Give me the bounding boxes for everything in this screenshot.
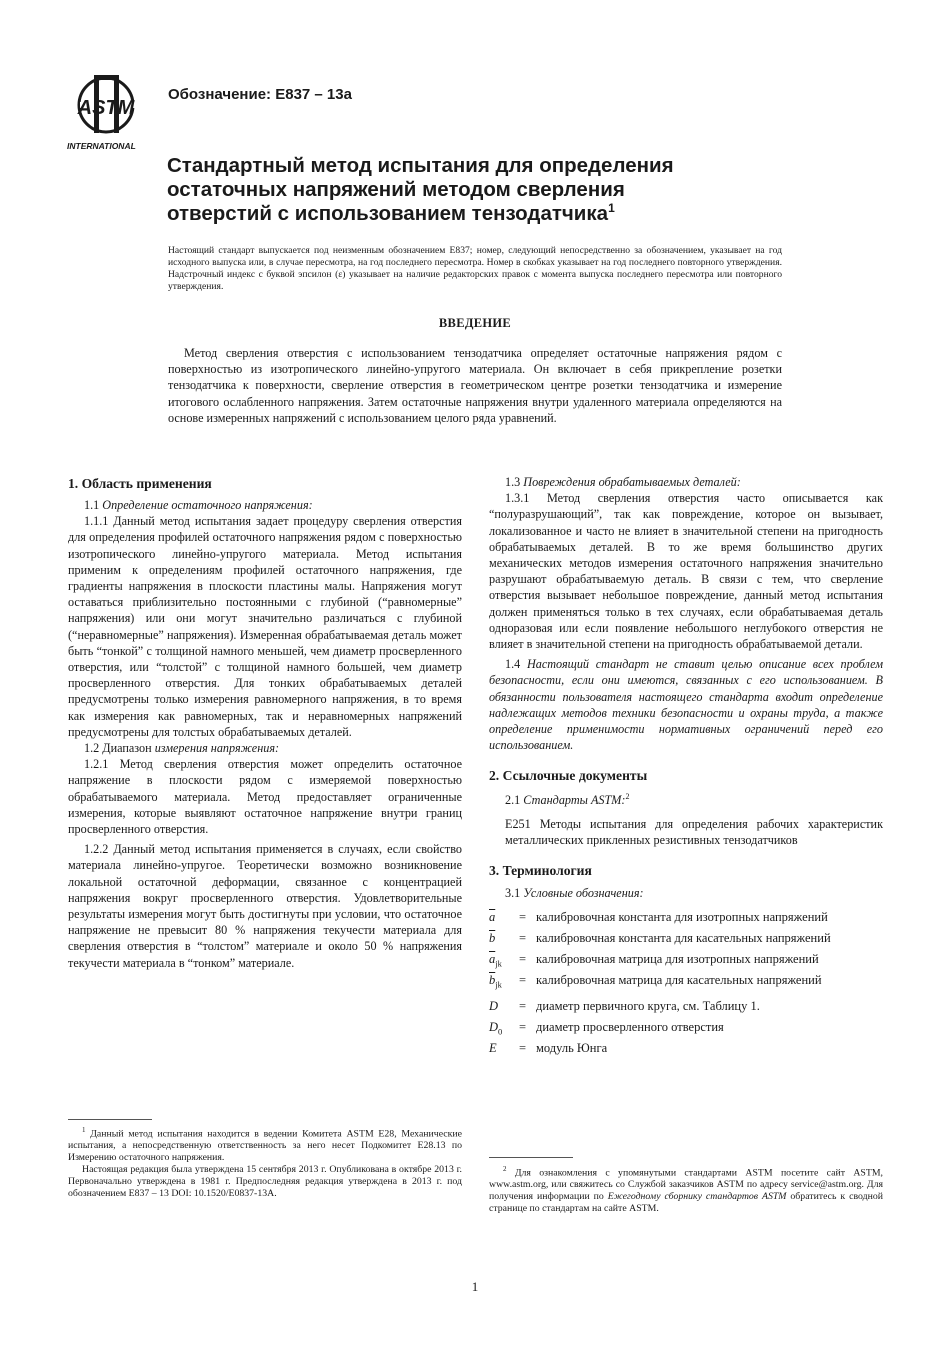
footnote-1 <box>68 1124 462 1200</box>
clause-1-3-1: 1.3.1 Метод сверления отверстия часто описывается как “полуразрушающий”, так как повреждение, которое он вызывает, локализованное и часто не влияет в значительной степени на пригодность обрабатываемых деталей. В то же время большинство других механических методов измерения остаточного напряжения значительно разрушают обрабатываемую деталь. В связи с тем, что сверление отверстия вызывает небольшое повреждение, данный метод испытания должен применяться только в тех случаях, если обрабатываемая деталь одноразовая или если появление небольшого неглубокого отверстия не влияет в значительной степени на пригодность обрабатываемой детали. <box>489 491 883 652</box>
symbol-row <box>489 996 883 1017</box>
clause-2-1-num: 2.1 <box>505 793 521 808</box>
clause-2-1 <box>489 789 883 808</box>
symbol-definition: калибровочная матрица для изотропных напряжений <box>536 952 819 967</box>
clause-1-1 <box>68 497 462 513</box>
symbol-equals: = <box>519 1020 527 1035</box>
footnote-2-b: обратитесь к сводной странице по стандартам на сайте ASTM. <box>489 1191 883 1215</box>
symbol-subscript: jk <box>495 958 502 969</box>
symbol: D <box>489 1020 499 1035</box>
symbol-definition: диаметр первичного круга, см. Таблицу 1. <box>536 999 760 1014</box>
introduction-body <box>168 345 782 426</box>
title-line-1: Стандартный метод испытания для определения <box>167 154 674 177</box>
clause-1-2-title: измерения напряжения: <box>154 741 280 756</box>
document-title <box>167 154 807 226</box>
clause-1-3-title: Повреждения обрабатываемых деталей: <box>523 475 741 489</box>
designation: Обозначение: E837 – 13a <box>168 86 352 103</box>
symbol: $\overline{b}$ <box>489 973 496 988</box>
symbol-wrap <box>489 970 502 996</box>
symbol-row <box>489 907 883 928</box>
astm-logo-graphic <box>66 72 160 152</box>
symbol-equals: = <box>519 931 527 946</box>
symbol-equals: = <box>519 1041 527 1056</box>
footnote-1-mark: 1 <box>82 1126 86 1134</box>
clause-3-1 <box>489 885 883 901</box>
symbol-definition: диаметр просверленного отверстия <box>536 1020 724 1035</box>
left-column <box>68 475 462 971</box>
symbol-row <box>489 1038 883 1059</box>
symbol: D <box>489 999 499 1014</box>
symbol-row <box>489 970 883 991</box>
reference-e251 <box>489 816 883 848</box>
clause-1-1-num: 1.1 <box>84 498 100 512</box>
symbol-list <box>489 907 883 1059</box>
clause-2-1-title: Стандарты ASTM: <box>523 793 626 808</box>
section-1-heading: 1. Область применения <box>68 476 212 491</box>
right-column <box>489 474 883 1059</box>
symbol-definition: модуль Юнга <box>536 1041 608 1056</box>
logo-letters: ASTM <box>77 97 135 119</box>
clause-1-2 <box>68 740 462 756</box>
symbol-equals: = <box>519 910 527 925</box>
clause-3-1-title: Условные обозначения: <box>523 886 644 901</box>
section-2-heading: 2. Ссылочные документы <box>489 768 648 784</box>
introduction-heading: ВВЕДЕНИЕ <box>438 316 512 330</box>
page-number: 1 <box>471 1279 479 1294</box>
footnote-2-a: Для ознакомления с упомянутыми стандартами ASTM посетите сайт ASTM, www.astm.org, или свяжитесь со Службой заказчиков ASTM по адресу service@astm.org. Для получения информации по <box>489 1167 883 1203</box>
footnote-2-italic: Ежегодному сборнику стандартов ASTM <box>607 1191 787 1203</box>
symbol-definition: калибровочная константа для изотропных напряжений <box>536 910 828 925</box>
footnote-1-text: Данный метод испытания находится в ведении Комитета ASTM E28, Механические испытания, а непосредственную ответственность за него несет Подкомитет E28.13 по Измерению остаточного напряжения. <box>68 1128 463 1164</box>
clause-1-1-1: 1.1.1 Данный метод испытания задает процедуру сверления отверстия для определения профилей остаточного напряжения рядом с поверхностью изотропического линейно-упругого материала. Метод испытания применим к определениям профилей остаточного напряжения, где градиенты напряжения в плоскости пластины малы. Напряжения могут оставаться приблизительно постоянными с глубиной (“равномерные” напряжения) или они могут значительно различаться с глубиной (“неравномерные” напряжения). Измеренная обрабатываемая деталь может быть “тонкой” с толщиной намного меньшей, чем диаметр просверленного отверстия, или “толстой” с толщиной намного большей, чем диаметр просверленного отверстия. Для тонких обрабатываемых деталей предусмотрены только измерения равномерного напряжения, в то время как измерения как равномерных, так и неравномерных напряжений предусмотрены для толстых обрабатываемых деталей. <box>68 514 462 739</box>
clause-1-3 <box>489 474 883 490</box>
clause-2-1-mark: 2 <box>625 792 630 802</box>
symbol: E <box>489 1041 497 1056</box>
symbol-definition: калибровочная константа для касательных напряжений <box>536 931 831 946</box>
standard-notice: Настоящий стандарт выпускается под неизменным обозначением E837; номер, следующий непосредственно за обозначением, указывает на год исходного выпуска или, в случае пересмотра, на год последнего пересмотра. Номер в скобках указывает на год последнего повторного утверждения. Надстрочный индекс с буквой эпсилон (ε) указывает на наличие редакторских правок с момента выпуска последнего пересмотра или повторного утверждения. <box>168 245 782 292</box>
footnote-2-mark: 2 <box>503 1165 507 1173</box>
symbol: $\overline{b}$ <box>489 931 496 946</box>
footnote-2-text <box>489 1163 883 1215</box>
clause-1-4-text: Настоящий стандарт не ставит целью описание всех проблем безопасности, если они имеются, связанных с его использованием. В обязанности пользователя настоящего стандарта входит определение надлежащих методов техники безопасности и охраны труда, а также определение применимости нормативных ограничений перед его использованием. <box>489 657 883 753</box>
introduction-text: Метод сверления отверстия с использованием тензодатчика определяет остаточные напряжения рядом с поверхностью из изотропического линейно-упругого материала. Он включает в себя прикрепление розетки тензодатчика к поверхности, сверление отверстия в геометрическом центре розетки тензодатчика и измерение итогового ослабленного напряжения. Затем остаточные напряжения внутри удаленного материала определяются на основе измеренных напряжений с использованием целого ряда уравнений. <box>168 346 782 425</box>
clause-1-2-2: 1.2.2 Данный метод испытания применяется в случаях, если свойство материала линейно-упругое. Теоретически возможно возникновение локальной остаточной деформации, связанное с концентрацией напряжения вокруг просверленного отверстия. Удовлетворительные результаты измерения могут быть достигнуты при условии, что остаточное напряжение не превысит 80 % напряжения текучести материала для сверления отверстия в “толстом” материале и около 50 % напряжения текучести материала в “тонком” материале. <box>68 842 462 970</box>
clause-1-4-num: 1.4 <box>505 657 521 672</box>
symbol-row <box>489 949 883 970</box>
symbol: $\overline{a}$ <box>489 952 496 967</box>
symbol-subscript: 0 <box>498 1026 503 1037</box>
symbol-equals: = <box>519 999 527 1014</box>
footnote-1-p1 <box>68 1124 462 1164</box>
footnote-1-p2: Настоящая редакция была утверждена 15 сентября 2013 г. Опубликована в октябре 2013 г. Первоначально утверждена в 1981 г. Предпоследняя редакция утверждена в 2013 г. под обозначением E837 – 13 DOI: 10.1520/E0837-13A. <box>68 1164 462 1200</box>
footnote-rule-right <box>489 1157 573 1158</box>
title-line-2: остаточных напряжений методом сверления <box>167 178 625 201</box>
symbol-equals: = <box>519 952 527 967</box>
title-footnote-mark: 1 <box>608 201 615 216</box>
symbol-definition: калибровочная матрица для касательных напряжений <box>536 973 822 988</box>
logo-subtitle: INTERNATIONAL <box>67 141 136 151</box>
reference-code: E251 <box>505 816 531 831</box>
footnote-rule-left <box>68 1119 152 1120</box>
symbol-equals: = <box>519 973 527 988</box>
clause-1-2-1: 1.2.1 Метод сверления отверстия может определить остаточное напряжение в плоскости рядом с измеряемой поверхностью обрабатываемого материала. Метод предоставляет ограниченные измерения, которые выявляют остаточное напряжение внутри границ просверленного отверстия. <box>68 757 462 837</box>
section-3-heading: 3. Терминология <box>489 863 592 879</box>
clause-1-1-title: Определение остаточного напряжения: <box>102 498 313 512</box>
clause-3-1-num: 3.1 <box>505 886 521 901</box>
title-line-3-wrap <box>167 202 807 226</box>
clause-1-2-num: 1.2 Диапазон <box>84 741 152 756</box>
symbol-subscript: jk <box>495 979 502 990</box>
reference-text: Методы испытания для определения рабочих характеристик металлических прикленных резистивных тензодатчиков <box>505 816 884 847</box>
title-line-3: отверстий с использованием тензодатчика <box>167 202 609 225</box>
clause-1-3-num: 1.3 <box>505 475 521 489</box>
astm-logo <box>66 72 160 152</box>
symbol-row <box>489 1017 883 1038</box>
clause-1-4 <box>489 656 883 753</box>
symbol: $\overline{a}$ <box>489 910 496 925</box>
symbol-row <box>489 928 883 949</box>
footnote-2 <box>489 1163 883 1215</box>
